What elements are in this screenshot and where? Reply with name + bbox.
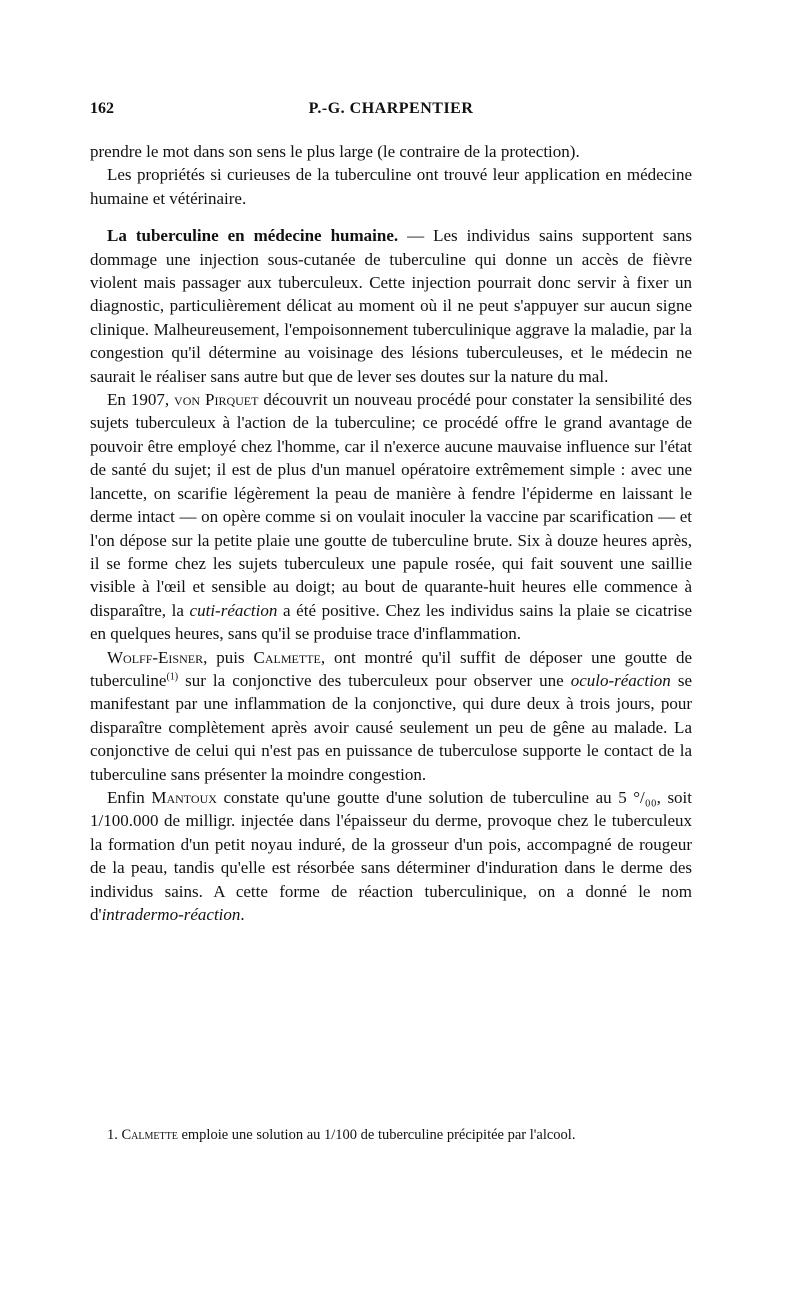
paragraph-text: En 1907, bbox=[107, 390, 175, 410]
page-number: 162 bbox=[90, 100, 114, 117]
paragraph: prendre le mot dans son sens le plus large (le contraire de la protection). bbox=[90, 142, 580, 161]
paragraph bbox=[90, 646, 692, 786]
author-name: von Pirquet bbox=[174, 390, 259, 410]
paragraph bbox=[90, 786, 692, 926]
paragraph-text: se manifestant par une inflammation de la conjonctive, qui dure deux à trois jours, pour disparaître complètement après avoir causé seulement un peu de gêne au malade. La conjonctive de celui qui n'est pas en puissance de tuberculose supporte le contact de la tuberculine sans présenter la moindre congestion. bbox=[90, 670, 692, 784]
paragraph-text: sur la conjonctive des tuberculeux pour observer une bbox=[178, 670, 571, 690]
term: cuti-réaction bbox=[189, 600, 278, 620]
author-name: Mantoux bbox=[151, 787, 217, 807]
author-name: Calmette bbox=[253, 647, 321, 667]
paragraph-text: découvrit un nouveau procédé pour constater la sensibilité des sujets tuberculeux à l'action de la tuberculine; ce procédé offre le grand avantage de pouvoir être employé chez l'homme, car il n'exerce aucune mauvaise influence sur l'état de santé du sujet; il est de plus d'un manuel opératoire extrêmement simple : avec une lancette, on scarifie légèrement la peau de manière à fendre l'épiderme en laissant le derme intact — on opère comme si on voulait inoculer la vaccine par scarification — et l'on dépose sur la petite plaie une goutte de tuberculine brute. Six à douze heures après, il se forme chez les sujets tuberculeux une papule rosée, qui fait souvent une saillie visible à l'œil et sensible au doigt; au bout de quarante-huit heures elle commence à disparaître, la bbox=[90, 390, 692, 620]
paragraph: Les propriétés si curieuses de la tuberculine ont trouvé leur application en médecine humaine et vétérinaire. bbox=[90, 165, 692, 208]
page-header bbox=[90, 100, 692, 124]
term: intradermo-réaction bbox=[101, 905, 241, 924]
term: oculo-réaction bbox=[570, 670, 671, 690]
paragraph-text: Enfin bbox=[107, 787, 152, 807]
paragraph-text: , ont montré qu'il suffit de déposer une goutte de tuberculine bbox=[90, 647, 692, 690]
paragraph-text: . bbox=[240, 905, 245, 924]
paragraph-text: — Les individus sains supportent sans dommage une injection sous-cutanée de tuberculine qui donne un accès de fièvre violent mais passager aux tuberculeux. Cette injection pourrait donc servir à fixer un diagnostic, particulièrement délicat au moment où il ne peut s'appuyer sur aucun signe clinique. Malheureusement, l'empoisonnement tuberculinique aggrave la maladie, par la congestion qu'il détermine au voisinage des lésions tuberculeuses, et le médecin ne saurait le réaliser sans autre but que de lever ses doutes sur la nature du mal. bbox=[90, 226, 692, 386]
paragraph-text: , puis bbox=[203, 647, 254, 667]
body-text bbox=[90, 140, 692, 926]
footnote-number: 1. bbox=[107, 1127, 122, 1143]
footnote-ref[interactable]: (1) bbox=[166, 671, 179, 683]
footnote bbox=[90, 1125, 692, 1145]
section-heading: La tuberculine en médecine humaine. bbox=[107, 226, 399, 246]
author-name: Calmette bbox=[121, 1127, 178, 1143]
footnote-text: emploie une solution au 1/100 de tuberculine précipitée par l'alcool. bbox=[177, 1127, 576, 1143]
running-head: P.-G. CHARPENTIER bbox=[308, 100, 474, 117]
author-name: Wolff-Eisner bbox=[107, 647, 204, 667]
paragraph-text: constate qu'une goutte d'une solution de tuberculine au 5 °/₀₀, soit 1/100.000 de milligr. injectée dans l'épaisseur du derme, provoque chez le tuberculeux la formation d'un petit noyau induré, de la grosseur d'un pois, accompagné de rougeur de la peau, tandis qu'elle est résorbée sans déterminer d'induration dans le derme des individus sains. A cette forme de réaction tuberculinique, on a donné le nom d' bbox=[90, 787, 693, 924]
paragraph-text: a été positive. Chez les individus sains la plaie se cicatrise en quelques heures, sans qu'il se produise trace d'inflammation. bbox=[90, 600, 693, 644]
paragraph bbox=[90, 224, 692, 388]
paragraph bbox=[90, 388, 692, 645]
